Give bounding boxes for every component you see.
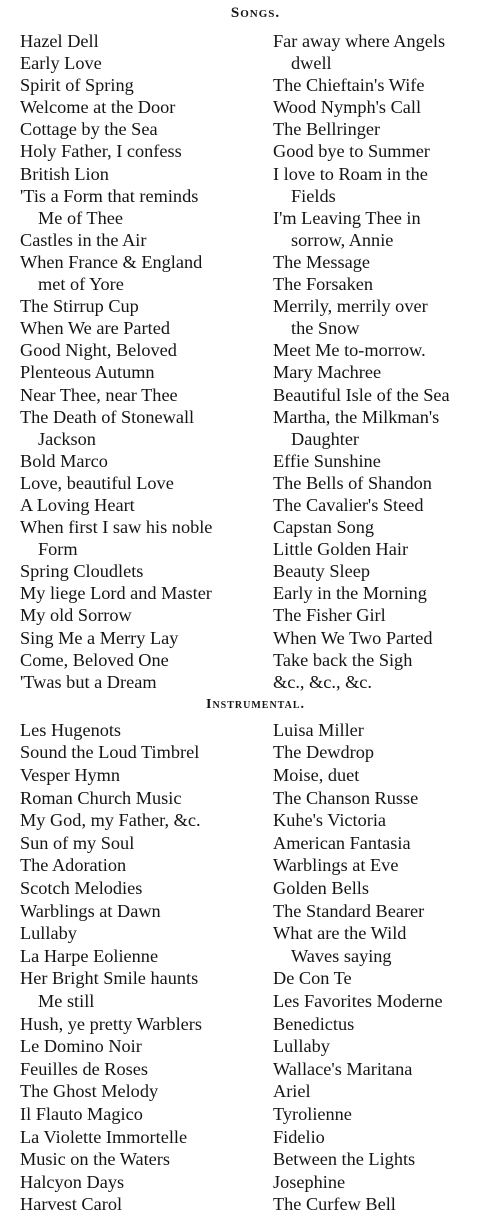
title-line: My God, my Father, &c. [20, 810, 201, 831]
title-entry [273, 787, 491, 810]
title-entry [20, 251, 262, 295]
title-entry [20, 560, 262, 582]
title-line: Castles in the Air [20, 229, 147, 250]
title-entry [20, 406, 262, 450]
title-line: Les Hugenots [20, 719, 122, 740]
title-entry [273, 922, 491, 967]
title-entry [273, 877, 491, 900]
title-line: Hush, ye pretty Warblers [20, 1013, 202, 1034]
title-entry [273, 582, 491, 604]
title-line: Sound the Loud Timbrel [20, 742, 200, 763]
title-entry [20, 163, 262, 185]
title-entry [20, 741, 262, 764]
title-entry [273, 1035, 491, 1058]
title-line: Far away where Angels [273, 31, 446, 51]
title-continuation: Waves saying [291, 945, 392, 966]
title-line: The Bellringer [273, 119, 381, 140]
title-line: The Cavalier's Steed [273, 494, 424, 515]
title-entry [273, 719, 491, 742]
title-line: Music on the Waters [20, 1149, 170, 1170]
title-line: Wallace's Maritana [273, 1058, 413, 1079]
title-line: Sun of my Soul [20, 832, 135, 853]
title-entry [20, 967, 262, 1012]
title-line: Welcome at the Door [20, 97, 176, 118]
title-entry [20, 1058, 262, 1081]
songs-right-column [273, 30, 491, 693]
title-entry [273, 538, 491, 560]
title-line: When We Two Parted [273, 627, 433, 648]
title-line: Harvest Carol [20, 1194, 123, 1215]
title-line: Mary Machree [273, 362, 382, 383]
title-entry [20, 494, 262, 516]
title-entry [20, 1148, 262, 1171]
title-entry [273, 384, 491, 406]
title-continuation: Daughter [291, 428, 360, 449]
title-entry [20, 1013, 262, 1036]
title-entry [273, 649, 491, 671]
title-line: The Chieftain's Wife [273, 75, 425, 96]
title-line: Josephine [273, 1171, 346, 1192]
title-entry [273, 251, 491, 273]
title-line: Warblings at Eve [273, 855, 399, 876]
title-line: Cottage by the Sea [20, 119, 158, 140]
title-entry [20, 52, 262, 74]
title-line: Martha, the Milkman's [273, 406, 440, 427]
title-line: Les Favorites Moderne [273, 990, 443, 1011]
title-entry [273, 627, 491, 649]
title-entry [273, 163, 491, 207]
title-entry [20, 787, 262, 810]
title-entry [20, 877, 262, 900]
title-continuation: the Snow [291, 318, 360, 339]
title-line: Spring Cloudlets [20, 561, 144, 582]
title-line: The Chanson Russe [273, 787, 419, 808]
title-entry [273, 273, 491, 295]
title-line: De Con Te [273, 968, 352, 989]
title-entry [273, 207, 491, 251]
title-line: &c., &c., &c. [273, 671, 372, 692]
title-line: Il Flauto Magico [20, 1103, 143, 1124]
title-line: Luisa Miller [273, 719, 364, 740]
title-line: Early Love [20, 53, 102, 74]
title-line: Vesper Hymn [20, 765, 121, 785]
title-continuation: dwell [291, 53, 332, 74]
songs-columns [20, 30, 491, 693]
title-entry [273, 472, 491, 494]
title-line: Near Thee, near Thee [20, 384, 178, 405]
songs-heading: Songs. [230, 5, 281, 21]
title-continuation: sorrow, Annie [291, 229, 394, 250]
title-line: Come, Beloved One [20, 649, 169, 670]
title-entry [273, 900, 491, 923]
title-line: Sing Me a Merry Lay [20, 627, 179, 648]
title-line: When We are Parted [20, 318, 170, 339]
title-entry [20, 361, 262, 383]
title-entry [273, 1193, 491, 1216]
title-entry [273, 140, 491, 162]
title-entry [273, 361, 491, 383]
title-line: Kuhe's Victoria [273, 810, 387, 831]
title-entry [273, 1080, 491, 1103]
title-entry [273, 30, 491, 74]
title-continuation: Form [38, 539, 78, 560]
title-line: 'Tis a Form that reminds [20, 185, 199, 206]
title-line: La Violette Immortelle [20, 1126, 188, 1147]
title-line: Early in the Morning [273, 583, 427, 604]
title-entry [20, 118, 262, 140]
title-entry [273, 1171, 491, 1194]
title-entry [20, 764, 262, 787]
title-line: Moise, duet [273, 765, 360, 785]
title-entry [273, 671, 491, 693]
title-line: Holy Father, I confess [20, 141, 182, 162]
title-entry [20, 671, 262, 693]
title-line: The Stirrup Cup [20, 296, 139, 317]
title-line: The Ghost Melody [20, 1081, 159, 1102]
instrumental-left-column [20, 719, 262, 1216]
title-entry [20, 900, 262, 923]
title-entry [20, 922, 262, 945]
title-line: My old Sorrow [20, 605, 132, 626]
title-line: Take back the Sigh [273, 649, 413, 670]
title-entry [20, 649, 262, 671]
title-line: Roman Church Music [20, 787, 182, 808]
title-line: Ariel [273, 1081, 311, 1102]
title-entry [20, 339, 262, 361]
title-line: The Fisher Girl [273, 605, 386, 626]
title-line: Lullaby [20, 923, 77, 944]
title-line: La Harpe Eolienne [20, 945, 159, 966]
title-line: Effie Sunshine [273, 450, 381, 471]
title-entry [20, 1171, 262, 1194]
title-entry [273, 74, 491, 96]
title-line: Her Bright Smile haunts [20, 968, 199, 989]
title-entry [20, 1193, 262, 1216]
title-line: Spirit of Spring [20, 75, 134, 96]
title-line: Warblings at Dawn [20, 900, 161, 921]
title-entry [273, 967, 491, 990]
title-entry [273, 990, 491, 1013]
title-entry [20, 472, 262, 494]
title-entry [273, 406, 491, 450]
title-entry [273, 1103, 491, 1126]
title-entry [273, 1013, 491, 1036]
title-entry [273, 118, 491, 140]
title-entry [20, 96, 262, 118]
title-line: Beauty Sleep [273, 561, 370, 582]
title-line: Love, beautiful Love [20, 472, 174, 493]
title-line: Le Domino Noir [20, 1036, 142, 1057]
title-entry [20, 719, 262, 742]
title-entry [20, 582, 262, 604]
title-line: The Adoration [20, 855, 127, 876]
title-line: Wood Nymph's Call [273, 97, 422, 118]
title-entry [20, 809, 262, 832]
title-entry [273, 450, 491, 472]
title-entry [20, 627, 262, 649]
title-line: The Forsaken [273, 274, 374, 295]
title-entry [20, 30, 262, 52]
title-entry [20, 832, 262, 855]
title-continuation: Fields [291, 185, 336, 206]
title-continuation: met of Yore [38, 274, 124, 295]
title-entry [20, 140, 262, 162]
title-continuation: Me still [38, 990, 95, 1011]
songs-left-column [20, 30, 262, 693]
title-line: British Lion [20, 163, 109, 184]
title-entry [273, 832, 491, 855]
title-entry [20, 450, 262, 472]
title-line: Beautiful Isle of the Sea [273, 384, 450, 405]
title-line: Scotch Melodies [20, 877, 143, 898]
title-line: 'Twas but a Dream [20, 671, 157, 692]
title-entry [20, 1035, 262, 1058]
title-line: Fidelio [273, 1126, 325, 1147]
title-continuation: Jackson [38, 428, 96, 449]
title-entry [273, 494, 491, 516]
title-line: Merrily, merrily over [273, 296, 428, 317]
instrumental-right-column [273, 719, 491, 1216]
title-line: What are the Wild [273, 923, 407, 944]
title-entry [273, 809, 491, 832]
title-line: Meet Me to-morrow. [273, 340, 426, 361]
title-entry [273, 339, 491, 361]
title-line: The Death of Stonewall [20, 406, 195, 427]
title-line: Capstan Song [273, 517, 375, 538]
title-entry [273, 854, 491, 877]
title-line: I'm Leaving Thee in [273, 207, 421, 228]
title-entry [20, 945, 262, 968]
title-entry [273, 604, 491, 626]
title-entry [20, 317, 262, 339]
title-entry [20, 604, 262, 626]
title-line: When first I saw his noble [20, 517, 213, 538]
title-line: My liege Lord and Master [20, 583, 212, 604]
title-entry [20, 516, 262, 560]
title-entry [273, 295, 491, 339]
title-entry [20, 295, 262, 317]
title-line: Lullaby [273, 1036, 330, 1057]
title-entry [20, 384, 262, 406]
title-entry [20, 1126, 262, 1149]
title-line: Bold Marco [20, 450, 108, 471]
title-entry [20, 1103, 262, 1126]
title-line: Good Night, Beloved [20, 340, 177, 361]
title-line: The Standard Bearer [273, 900, 425, 921]
title-entry [20, 1080, 262, 1103]
title-entry [273, 96, 491, 118]
title-line: Benedictus [273, 1013, 355, 1034]
title-line: Halcyon Days [20, 1171, 125, 1192]
title-entry [20, 229, 262, 251]
title-line: The Curfew Bell [273, 1194, 396, 1215]
title-line: Between the Lights [273, 1149, 416, 1170]
title-line: Hazel Dell [20, 31, 99, 51]
title-entry [273, 516, 491, 538]
title-line: Feuilles de Roses [20, 1058, 148, 1079]
instrumental-heading: Instrumental. [206, 696, 305, 712]
title-entry [20, 74, 262, 96]
title-entry [273, 560, 491, 582]
title-entry [20, 854, 262, 877]
title-entry [273, 1058, 491, 1081]
title-line: I love to Roam in the [273, 163, 428, 184]
title-line: The Message [273, 251, 370, 272]
title-entry [273, 1148, 491, 1171]
title-line: Golden Bells [273, 877, 369, 898]
title-line: A Loving Heart [20, 494, 135, 515]
title-line: The Bells of Shandon [273, 472, 432, 493]
title-entry [273, 1126, 491, 1149]
title-entry [20, 185, 262, 229]
title-line: American Fantasia [273, 832, 411, 853]
title-continuation: Me of Thee [38, 207, 123, 228]
title-entry [273, 741, 491, 764]
title-line: The Dewdrop [273, 742, 375, 763]
title-line: When France & England [20, 251, 203, 272]
title-line: Plenteous Autumn [20, 362, 155, 383]
instrumental-columns [20, 719, 491, 1216]
title-line: Good bye to Summer [273, 141, 430, 162]
title-line: Little Golden Hair [273, 539, 409, 560]
title-line: Tyrolienne [273, 1103, 352, 1124]
title-entry [273, 764, 491, 787]
